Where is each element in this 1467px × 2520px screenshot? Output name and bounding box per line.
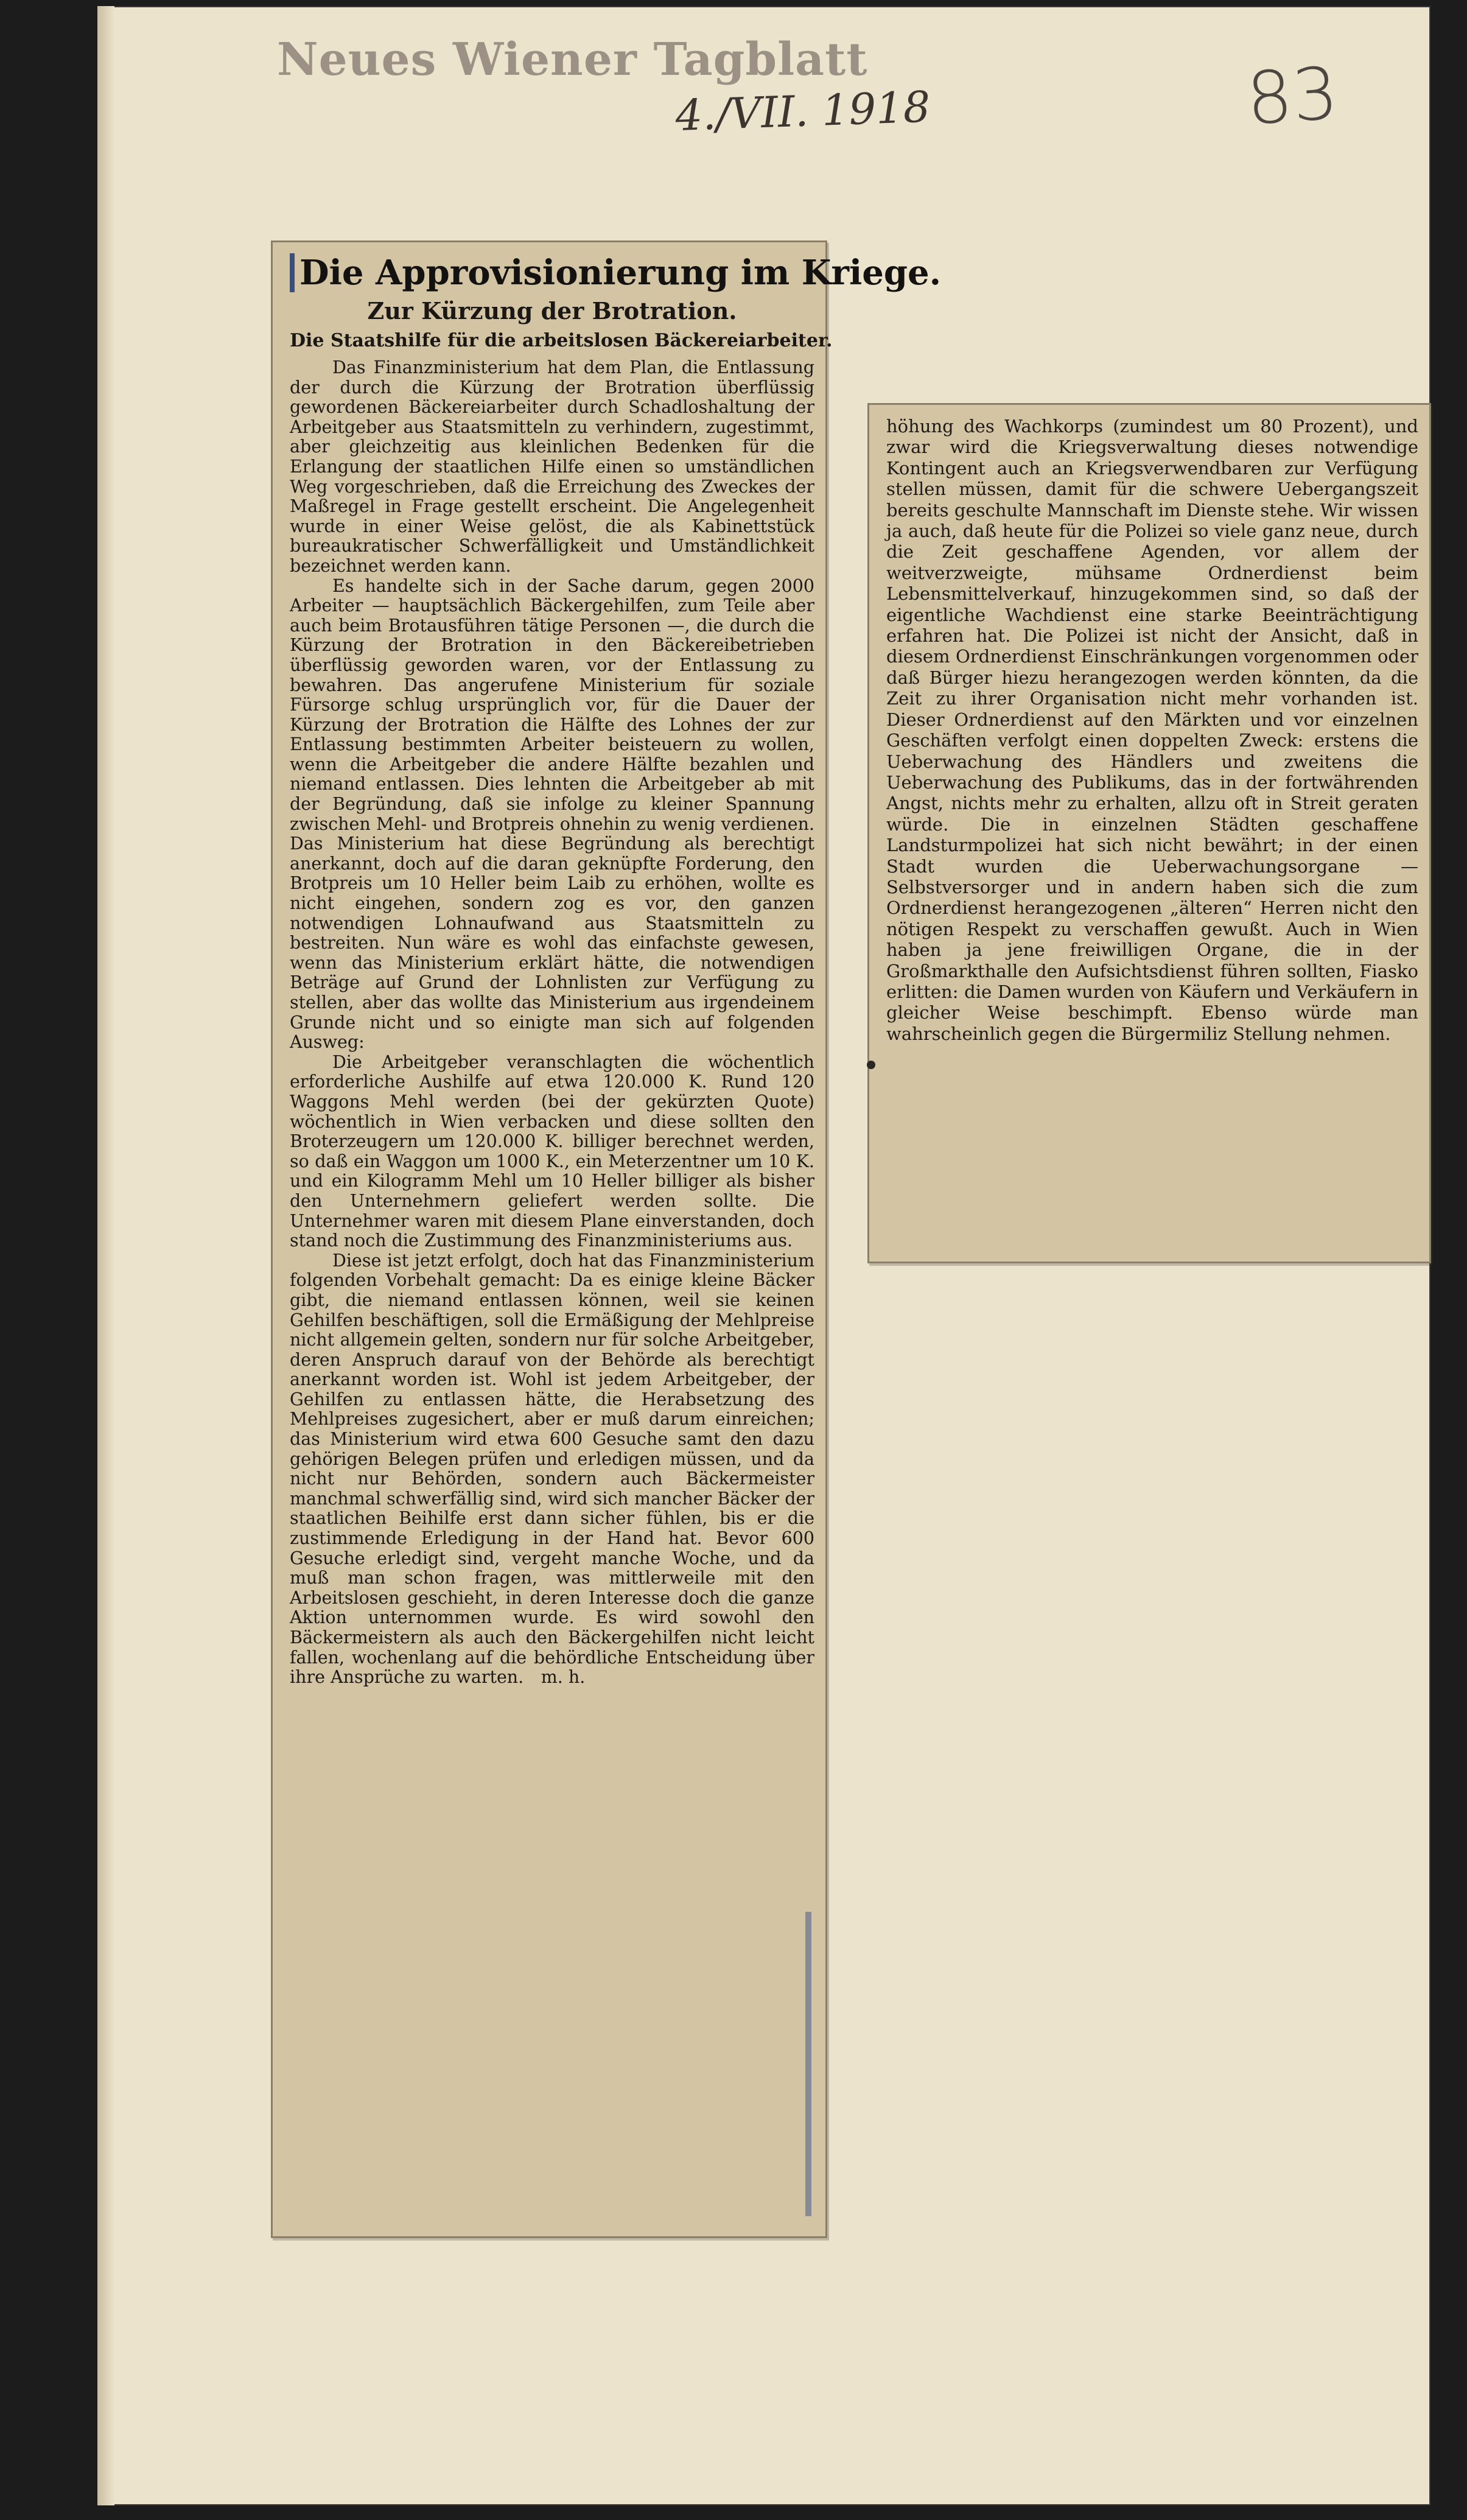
fragment-body bbox=[886, 416, 1418, 1251]
ink-dot bbox=[867, 1061, 875, 1069]
article-paragraph-text: Diese ist jetzt erfolgt, doch hat das Finanzministerium folgenden Vorbehalt gemacht: Da es einige kleine Bäcker gibt, die niemand entlassen können, weil sie keinen Gehilfen beschäftigen, soll die Ermäßigung der Mehlpreise nicht allgemein gelten, sondern nur für solche Arbeitgeber, deren Anspruch darauf von der Behörde als berechtigt anerkannt worden ist. Wohl ist jedem Arbeitgeber, der Gehilfen zu entlassen hätte, die Herabsetzung des Mehlpreises zugesichert, aber er muß darum einreichen; das Ministerium wird etwa 600 Gesuche samt den dazu gehörigen Belegen prüfen und erledigen müssen, und da nicht nur Behörden, sondern auch Bäckermeister manchmal schwerfällig sind, wird sich mancher Bäcker der staatlichen Beihilfe erst dann sicher fühlen, bis er die zustimmende Erledigung in der Hand hat. Bevor 600 Gesuche erledigt sind, vergeht manche Woche, und da muß man schon fragen, was mittlerweile mit den Arbeitslosen geschieht, in deren Interesse doch die ganze Aktion unternommen wurde. Es wird sowohl den Bäckermeistern als auch den Bäckergehilfen nicht leicht fallen, wochenlang auf die behördliche Entscheidung über ihre Ansprüche zu warten. bbox=[290, 1250, 814, 1688]
article-signature: m. h. bbox=[541, 1667, 586, 1688]
handwritten-date: 4./VII. 1918 bbox=[674, 82, 931, 141]
newspaper-stamp: Neues Wiener Tagblatt bbox=[277, 33, 868, 86]
article-paragraph: Das Finanzministerium hat dem Plan, die Entlassung der durch die Kürzung der Brotration überflüssig gewordenen Bäckereiarbeiter durch Schadloshaltung der Arbeitgeber aus Staatsmitteln zu verhindern, zugestimmt, aber gleichzeitig aus kleinlichen Bedenken für die Erlangung der staatlichen Hilfe einen so umständlichen Weg vorgeschrieben, daß die Erreichung des Zweckes der Maßregel in Frage gestellt erscheint. Die Angelegenheit wurde in einer Weise gelöst, die als Kabinettstück bureaukratischer Schwerfälligkeit und Umständlichkeit bezeichnet werden kann. bbox=[290, 357, 814, 576]
archive-page-number: 83 bbox=[1244, 51, 1341, 141]
article-body bbox=[290, 253, 942, 2225]
article-text bbox=[290, 358, 814, 1688]
sheet-binding-edge bbox=[97, 6, 114, 2505]
article-paragraph-last bbox=[290, 1251, 814, 1688]
fragment-text bbox=[886, 416, 1418, 1044]
article-headline: Die Approvisionierung im Kriege. bbox=[290, 253, 814, 292]
article-clipping bbox=[271, 240, 942, 2238]
clipping-stripe bbox=[805, 1912, 811, 2216]
fragment-clipping bbox=[867, 403, 1431, 1263]
article-paragraph: Es handelte sich in der Sache darum, gegen 2000 Arbeiter — hauptsächlich Bäckergehilfen, zum Teile aber auch beim Brotausführen tätige Personen —, die durch die Kürzung der Brotration in den Bäckereibetrieben überflüssig geworden waren, vor der Entlassung zu bewahren. Das angerufene Ministerium für soziale Fürsorge schlug ursprünglich vor, für die Dauer der Kürzung der Brotration die Hälfte des Lohnes der zur Entlassung bestimmten Arbeiter beisteuern zu wollen, wenn die Arbeitgeber die andere Hälfte bezahlen und niemand entlassen. Dies lehnten die Arbeitgeber ab mit der Begründung, daß sie infolge zu kleiner Spannung zwischen Mehl- und Brotpreis ohnehin zu wenig verdienen. Das Ministerium hat diese Begründung als berechtigt anerkannt, doch auf die daran geknüpfte Forderung, den Brotpreis um 10 Heller beim Laib zu erhöhen, wollte es nicht eingehen, sondern zog es vor, den ganzen notwendigen Lohnaufwand aus Staatsmitteln zu bestreiten. Nun wäre es wohl das einfachste gewesen, wenn das Ministerium erklärt hätte, die notwendigen Beträge auf Grund der Lohnlisten zur Verfügung zu stellen, aber das wollte das Ministerium aus irgendeinem Grunde nicht und so einigte man sich auf folgenden Ausweg: bbox=[290, 575, 814, 1053]
fragment-paragraph: höhung des Wachkorps (zumindest um 80 Prozent), und zwar wird die Kriegsverwaltung dieses notwendige Kontingent auch an Kriegsverwendbaren zur Verfügung stellen müssen, damit für die schwere Uebergangszeit bereits geschulte Mannschaft im Dienste stehe. Wir wissen ja auch, daß heute für die Polizei so viele ganz neue, durch die Zeit geschaffene Agenden, vor allem der weitverzweigte, mühsame Ordnerdienst beim Lebensmittelverkauf, hinzugekommen sind, so daß der eigentliche Wachdienst eine starke Beeinträchtigung erfahren hat. Die Polizei ist nicht der Ansicht, daß in diesem Ordnerdienst Einschränkungen vorgenommen oder daß Bürger hiezu herangezogen werden könnten, da die Zeit zu ihrer Organisation nicht mehr vorhanden ist. Dieser Ordnerdienst auf den Märkten und vor einzelnen Geschäften verfolgt einen doppelten Zweck: erstens die Ueberwachung des Händlers und zweitens die Ueberwachung des Publikums, das in der fortwährenden Angst, nichts mehr zu erhalten, allzu oft in Streit geraten würde. Die in einzelnen Städten geschaffene Landsturmpolizei hat sich nicht bewährt; in der einen Stadt wurden die Ueberwachungsorgane — Selbstversorger und in andern haben sich die zum Ordnerdienst herangezogenen „älteren“ Herren nicht den nötigen Respekt zu verschaffen gewußt. Auch in Wien haben ja jene freiwilligen Organe, die in der Großmarkthalle den Aufsichtsdienst führen sollten, Fiasko erlitten: die Damen wurden von Käufern und Verkäufern in gleicher Weise beschimpft. Ebenso würde man wahrscheinlich gegen die Bürgermiliz Stellung nehmen. bbox=[886, 416, 1418, 1044]
article-subhead-secondary: Die Staatshilfe für die arbeitslosen Bäckereiarbeiter. bbox=[290, 330, 833, 351]
article-subhead: Zur Kürzung der Brotration. bbox=[367, 297, 737, 325]
article-paragraph: Die Arbeitgeber veranschlagten die wöchentlich erforderliche Aushilfe auf etwa 120.000 K. Rund 120 Waggons Mehl werden (bei der gekürzten Quote) wöchentlich in Wien verbacken und diese sollten den Broterzeugern um 120.000 K. billiger berechnet werden, so daß ein Waggon um 1000 K., ein Meterzentner um 10 K. und ein Kilogramm Mehl um 10 Heller billiger als bisher den Unternehmern geliefert werden sollte. Die Unternehmer waren mit diesem Plane einverstanden, doch stand noch die Zustimmung des Finanzministeriums aus. bbox=[290, 1051, 814, 1251]
